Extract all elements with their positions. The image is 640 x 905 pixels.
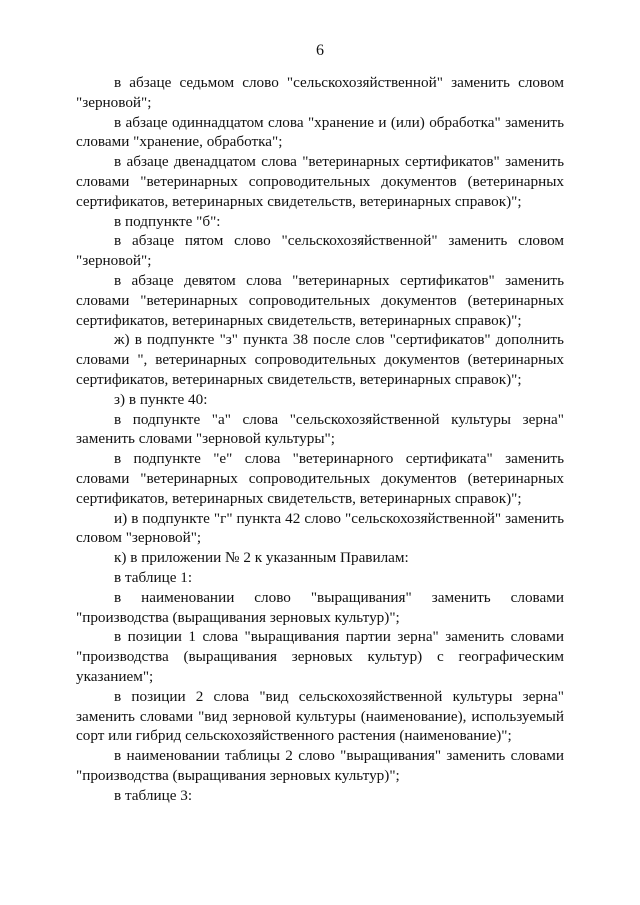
paragraph: в таблице 3:	[114, 786, 193, 804]
paragraph: в наименовании слово "выращивания" заменить словами "производства (выращивания зерновых культур)";	[76, 588, 564, 626]
paragraph: в таблице 1:	[114, 568, 193, 586]
paragraph: в абзаце пятом слово "сельскохозяйственной" заменить словом "зерновой";	[76, 232, 564, 270]
paragraph: и) в подпункте "г" пункта 42 слово "сельскохозяйственной" заменить словом "зерновой";	[76, 509, 564, 547]
paragraph: в позиции 1 слова "выращивания партии зерна" заменить словами "производства (выращивания зерновых культур) с географическим указанием";	[76, 628, 564, 685]
paragraph: з) в пункте 40:	[114, 390, 208, 408]
paragraph: в абзаце одиннадцатом слова "хранение и (или) обработка" заменить словами "хранение, обработка";	[76, 113, 564, 151]
paragraph: в позиции 2 слова "вид сельскохозяйственной культуры зерна" заменить словами "вид зерновой культуры (наименование), используемый сорт или гибрид сельскохозяйственного растения (наименование)";	[76, 687, 564, 745]
paragraph: в подпункте "а" слова "сельскохозяйственной культуры зерна" заменить словами "зерновой культуры";	[76, 410, 564, 448]
paragraph: ж) в подпункте "з" пункта 38 после слов "сертификатов" дополнить словами ", ветеринарных сопроводительных документов (ветеринарных сертификатов, ветеринарных свидетельств, ветеринарных справок)";	[76, 331, 564, 388]
paragraph: в абзаце девятом слова "ветеринарных сертификатов" заменить словами "ветеринарных сопроводительных документов (ветеринарных сертификатов, ветеринарных свидетельств, ветеринарных справок)";	[76, 271, 564, 329]
paragraph: в наименовании таблицы 2 слово "выращивания" заменить словами "производства (выращивания зерновых культур)";	[76, 747, 564, 784]
paragraph: в подпункте "е" слова "ветеринарного сертификата" заменить словами "ветеринарных сопроводительных документов (ветеринарных сертификатов, ветеринарных свидетельств, ветеринарных справок)";	[76, 450, 564, 507]
paragraph: в абзаце двенадцатом слова "ветеринарных сертификатов" заменить словами "ветеринарных сопроводительных документов (ветеринарных сертификатов, ветеринарных свидетельств, ветеринарных справок)";	[76, 153, 564, 210]
paragraph: в абзаце седьмом слово "сельскохозяйственной" заменить словом "зерновой";	[76, 74, 564, 111]
paragraph: к) в приложении № 2 к указанным Правилам:	[114, 549, 409, 567]
paragraph: в подпункте "б":	[114, 212, 221, 230]
page-number: 6	[316, 42, 324, 59]
document-body	[76, 73, 564, 805]
